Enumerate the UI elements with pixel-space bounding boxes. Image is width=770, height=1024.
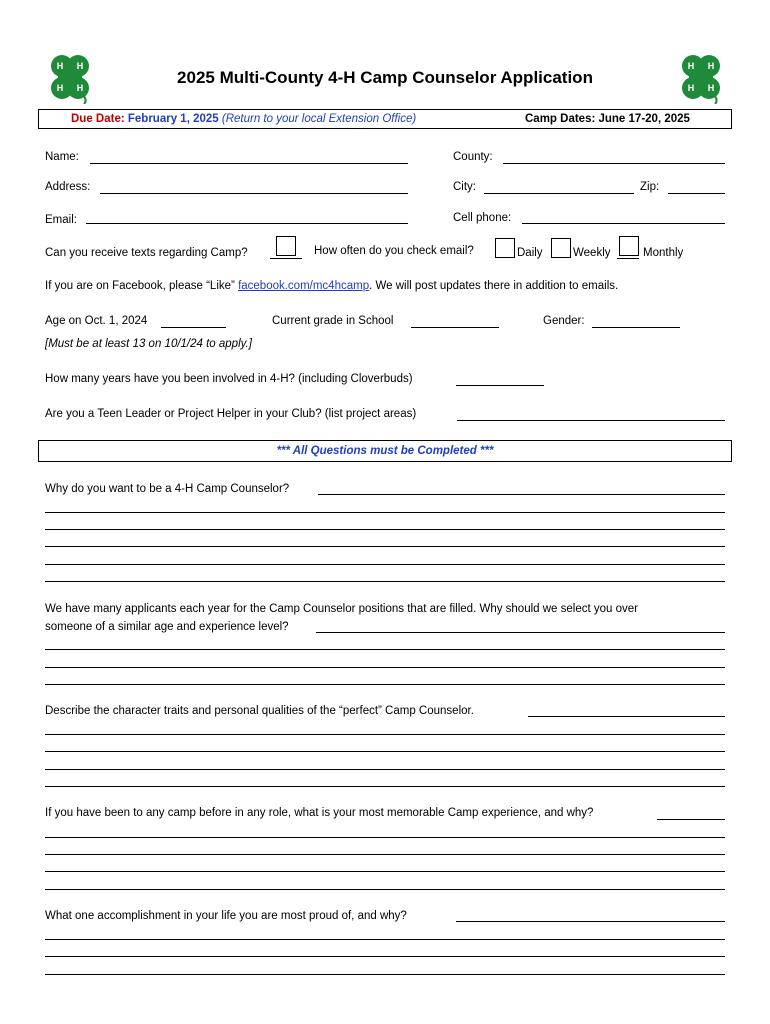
question-camp-experience: If you have been to any camp before in any role, what is your most memorable Camp experience, and why?: [45, 807, 594, 819]
answer-line[interactable]: [528, 716, 725, 717]
answer-line[interactable]: [45, 684, 725, 685]
completion-notice-box: [38, 440, 732, 462]
gender-label: Gender:: [543, 315, 585, 327]
svg-text:H: H: [56, 83, 64, 93]
age-label: Age on Oct. 1, 2024: [45, 315, 148, 327]
question-why-select-line2: someone of a similar age and experience level?: [45, 621, 289, 633]
question-accomplishment: What one accomplishment in your life you are most proud of, and why?: [45, 910, 407, 922]
answer-line[interactable]: [456, 921, 725, 922]
answer-line[interactable]: [45, 564, 725, 565]
camp-dates: Camp Dates: June 17-20, 2025: [525, 113, 690, 125]
name-label: Name:: [45, 151, 79, 163]
answer-line[interactable]: [45, 512, 725, 513]
answer-line[interactable]: [45, 529, 725, 530]
answer-line[interactable]: [45, 769, 725, 770]
svg-text:H: H: [687, 83, 695, 93]
due-date-label: Due Date:: [71, 113, 125, 125]
facebook-link[interactable]: facebook.com/mc4hcamp: [238, 280, 370, 292]
gender-field[interactable]: [592, 327, 680, 328]
answer-line[interactable]: [45, 974, 725, 975]
answer-line[interactable]: [45, 667, 725, 668]
texts-checkbox[interactable]: [276, 236, 296, 256]
years-question: How many years have you been involved in 4-H? (including Cloverbuds): [45, 373, 413, 385]
monthly-checkbox[interactable]: [619, 236, 639, 256]
question-why-select-line1: We have many applicants each year for the Camp Counselor positions that are filled. Why should we select you over: [45, 603, 638, 615]
svg-text:H: H: [76, 61, 84, 71]
age-field[interactable]: [161, 327, 226, 328]
svg-text:H: H: [707, 61, 715, 71]
answer-line[interactable]: [45, 581, 725, 582]
answer-line[interactable]: [45, 956, 725, 957]
grade-label: Current grade in School: [272, 315, 394, 327]
monthly-label: Monthly: [643, 247, 684, 259]
answer-line[interactable]: [657, 819, 725, 820]
city-label: City:: [453, 181, 476, 193]
city-field[interactable]: [484, 193, 634, 194]
teen-leader-question: Are you a Teen Leader or Project Helper in your Club? (list project areas): [45, 408, 417, 420]
daily-checkbox[interactable]: [495, 238, 515, 258]
county-label: County:: [453, 151, 493, 163]
email-field[interactable]: [86, 223, 408, 224]
answer-line[interactable]: [45, 649, 725, 650]
address-field[interactable]: [100, 193, 408, 194]
answer-line[interactable]: [318, 494, 725, 495]
due-date-note: (Return to your local Extension Office): [221, 113, 417, 125]
zip-label: Zip:: [640, 181, 660, 193]
completion-notice: *** All Questions must be Completed ***: [276, 445, 494, 457]
email-frequency-question: How often do you check email?: [314, 245, 474, 257]
due-date-line: [71, 113, 416, 125]
svg-text:H: H: [707, 83, 715, 93]
facebook-text-before: If you are on Facebook, please “Like”: [45, 280, 235, 292]
answer-line[interactable]: [45, 751, 725, 752]
svg-text:H: H: [687, 61, 695, 71]
answer-line[interactable]: [45, 854, 725, 855]
cell-phone-field[interactable]: [522, 223, 725, 224]
email-label: Email:: [45, 214, 77, 226]
address-label: Address:: [45, 181, 91, 193]
answer-line[interactable]: [45, 871, 725, 872]
answer-line[interactable]: [45, 734, 725, 735]
svg-text:H: H: [56, 61, 64, 71]
facebook-line: [45, 280, 618, 292]
zip-field[interactable]: [668, 193, 725, 194]
facebook-text-after: . We will post updates there in addition to emails.: [369, 280, 619, 292]
grade-field[interactable]: [411, 327, 499, 328]
answer-line[interactable]: [316, 632, 725, 633]
svg-text:H: H: [76, 83, 84, 93]
cell-label: Cell phone:: [453, 212, 512, 224]
daily-label: Daily: [517, 247, 543, 259]
due-date-value: February 1, 2025: [127, 113, 219, 125]
years-field[interactable]: [456, 385, 544, 386]
answer-line[interactable]: [45, 837, 725, 838]
texts-answer-line: [270, 258, 302, 259]
county-field[interactable]: [503, 163, 725, 164]
answer-line[interactable]: [45, 939, 725, 940]
page-title: 2025 Multi-County 4-H Camp Counselor Application: [177, 68, 593, 87]
question-why-counselor: Why do you want to be a 4-H Camp Counselor?: [45, 483, 290, 495]
teen-leader-field[interactable]: [457, 420, 725, 421]
weekly-checkbox[interactable]: [551, 238, 571, 258]
age-requirement-note: [Must be at least 13 on 10/1/24 to apply.]: [45, 338, 252, 350]
answer-line[interactable]: [45, 546, 725, 547]
answer-line[interactable]: [45, 889, 725, 890]
texts-question: Can you receive texts regarding Camp?: [45, 247, 248, 259]
weekly-label: Weekly: [573, 247, 611, 259]
name-field[interactable]: [90, 163, 408, 164]
weekly-answer-line: [617, 258, 639, 259]
answer-line[interactable]: [45, 786, 725, 787]
question-perfect-counselor: Describe the character traits and personal qualities of the “perfect” Camp Counselor.: [45, 705, 474, 717]
